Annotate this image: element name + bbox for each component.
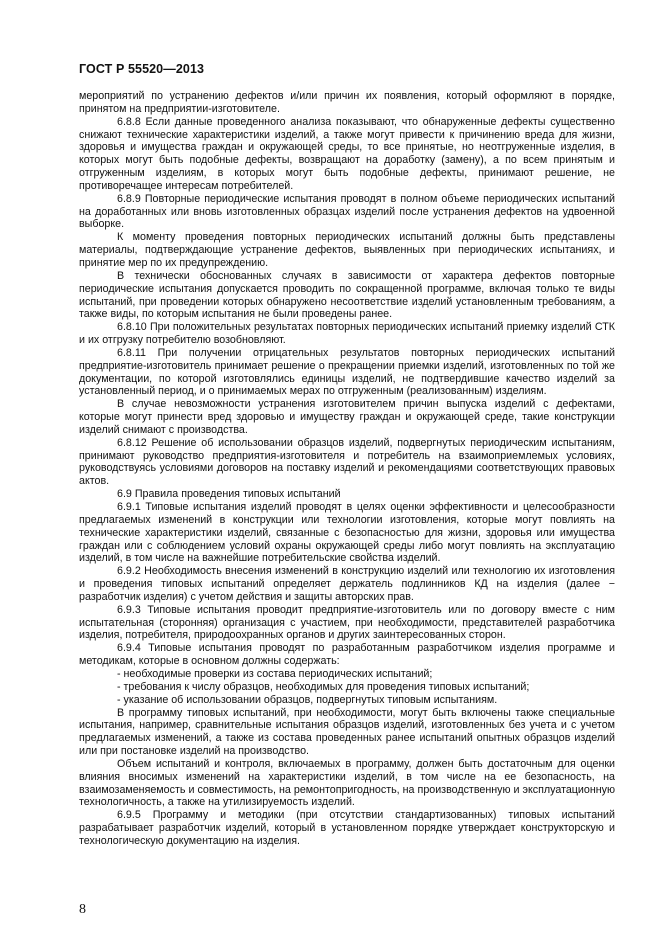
- paragraph-6-8-11: 6.8.11 При получении отрицательных результатов повторных периодических испытаний предприятие-изготовитель принимает решение о прекращении приемки изделий, изготовленных по той же документации, по которой изготовлялись единицы изделий, не подтвердившие качество изделий за установленный период, и о принимаемых мерах по отгруженным (реализованным) изделиям.: [79, 346, 615, 398]
- paragraph-6-8-12: 6.8.12 Решение об использовании образцов изделий, подвергнутых периодическим испытаниям, принимают руководство предприятия-изготовителя и потребитель на взаимоприемлемых условиях, руководствуясь условиями договоров на поставку изделий и рекомендациями соответствующих правовых актов.: [79, 436, 615, 488]
- paragraph-6-9-4: 6.9.4 Типовые испытания проводят по разработанным разработчиком изделия программе и методикам, которые в основном должны содержать:: [79, 642, 615, 668]
- paragraph-6-8-9: 6.8.9 Повторные периодические испытания проводят в полном объеме периодических испытаний на доработанных или вновь изготовленных образцах изделий после устранения дефектов на удвоенной выборке.: [79, 192, 615, 231]
- paragraph: мероприятий по устранению дефектов и/или причин их появления, который оформляют в порядке, принятом на предприятии-изготовителе.: [79, 90, 615, 115]
- paragraph-6-9-3: 6.9.3 Типовые испытания проводит предприятие-изготовитель или по договору вместе с ним испытательная (сторонняя) организация с участием, при необходимости, представителей разработчика изделия, потребителя, природоохранных органов и других заинтересованных сторон.: [79, 603, 615, 642]
- document-body: [79, 90, 615, 848]
- paragraph: К моменту проведения повторных периодических испытаний должны быть представлены материалы, подтверждающие устранение дефектов, выявленных при периодических испытаниях, и принятие мер по их предупреждению.: [79, 231, 615, 269]
- paragraph: В случае невозможности устранения изготовителем причин выпуска изделий с дефектами, которые могут принести вред здоровью и имуществу граждан и окружающей среде, такие конструкции изделий снимают с производства.: [79, 398, 615, 436]
- list-item: - требования к числу образцов, необходимых для проведения типовых испытаний;: [117, 680, 530, 693]
- list-item: - необходимые проверки из состава периодических испытаний;: [117, 667, 433, 680]
- paragraph-6-9-5: 6.9.5 Программу и методики (при отсутствии стандартизованных) типовых испытаний разрабатывает разработчик изделий, который в установленном порядке утверждает конструкторскую и технологическую документацию на изделия.: [79, 809, 615, 847]
- paragraph-6-8-8: 6.8.8 Если данные проведенного анализа показывают, что обнаруженные дефекты существенно снижают технические характеристики изделий, а также могут привести к причинению вреда для жизни, здоровья и имущества граждан и окружающей среды, то все принятые, но неотгруженные изделия, в которых могут быть подобные дефекты, возвращают на доработку (замену), а по всем принятым и отгруженным изделиям, в которых могут быть подобные дефекты, принимают решение, не противоречащее интересам потребителей.: [79, 115, 615, 192]
- paragraph-6-8-10: 6.8.10 При положительных результатах повторных периодических испытаний приемку изделий СТК и их отгрузку потребителю возобновляют.: [79, 321, 615, 347]
- page-number: 8: [79, 902, 86, 917]
- paragraph: Объем испытаний и контроля, включаемых в программу, должен быть достаточным для оценки влияния вносимых изменений на характеристики изделий, в том числе на ее безопасность, на взаимозаменяемость и совместимость, на ремонтопригодность, на производственную и эксплуатационную технологичность, а также на утилизируемость изделий.: [79, 757, 615, 809]
- paragraph-6-9-1: 6.9.1 Типовые испытания изделий проводят в целях оценки эффективности и целесообразности предлагаемых изменений в конструкции или технологии изготовления, которые могут повлиять на технические характеристики изделий, связанные с безопасностью для жизни, здоровья или имущества граждан или с соблюдением условий охраны окружающей среды либо могут повлиять на эксплуатацию изделий, в том числе на важнейшие потребительские свойства изделий.: [79, 501, 615, 565]
- standard-header: ГОСТ Р 55520—2013: [79, 62, 205, 76]
- paragraph: В программу типовых испытаний, при необходимости, могут быть включены также специальные испытания, например, сравнительные испытания образцов изделий, изготовленных без учета и с учетом предлагаемых изменений, а также из состава проведенных ранее испытаний опытных образцов изделий или при постановке изделий на производство.: [79, 706, 615, 758]
- paragraph: В технически обоснованных случаях в зависимости от характера дефектов повторные периодические испытания допускается проводить по сокращенной программе, включая только те виды испытаний, при проведении которых обнаружено несоответствие изделий установленным требованиям, а также виды, по которым испытания не были проведены ранее.: [79, 269, 615, 321]
- list-item: - указание об использовании образцов, подвергнутых типовым испытаниям.: [117, 693, 498, 706]
- paragraph-6-9-2: 6.9.2 Необходимость внесения изменений в конструкцию изделий или технологию их изготовления и проведения типовых испытаний определяет держатель подлинников КД на изделия (далее − разработчик изделия) с учетом действия и защиты авторских прав.: [79, 565, 615, 603]
- section-heading-6-9: 6.9 Правила проведения типовых испытаний: [117, 488, 341, 501]
